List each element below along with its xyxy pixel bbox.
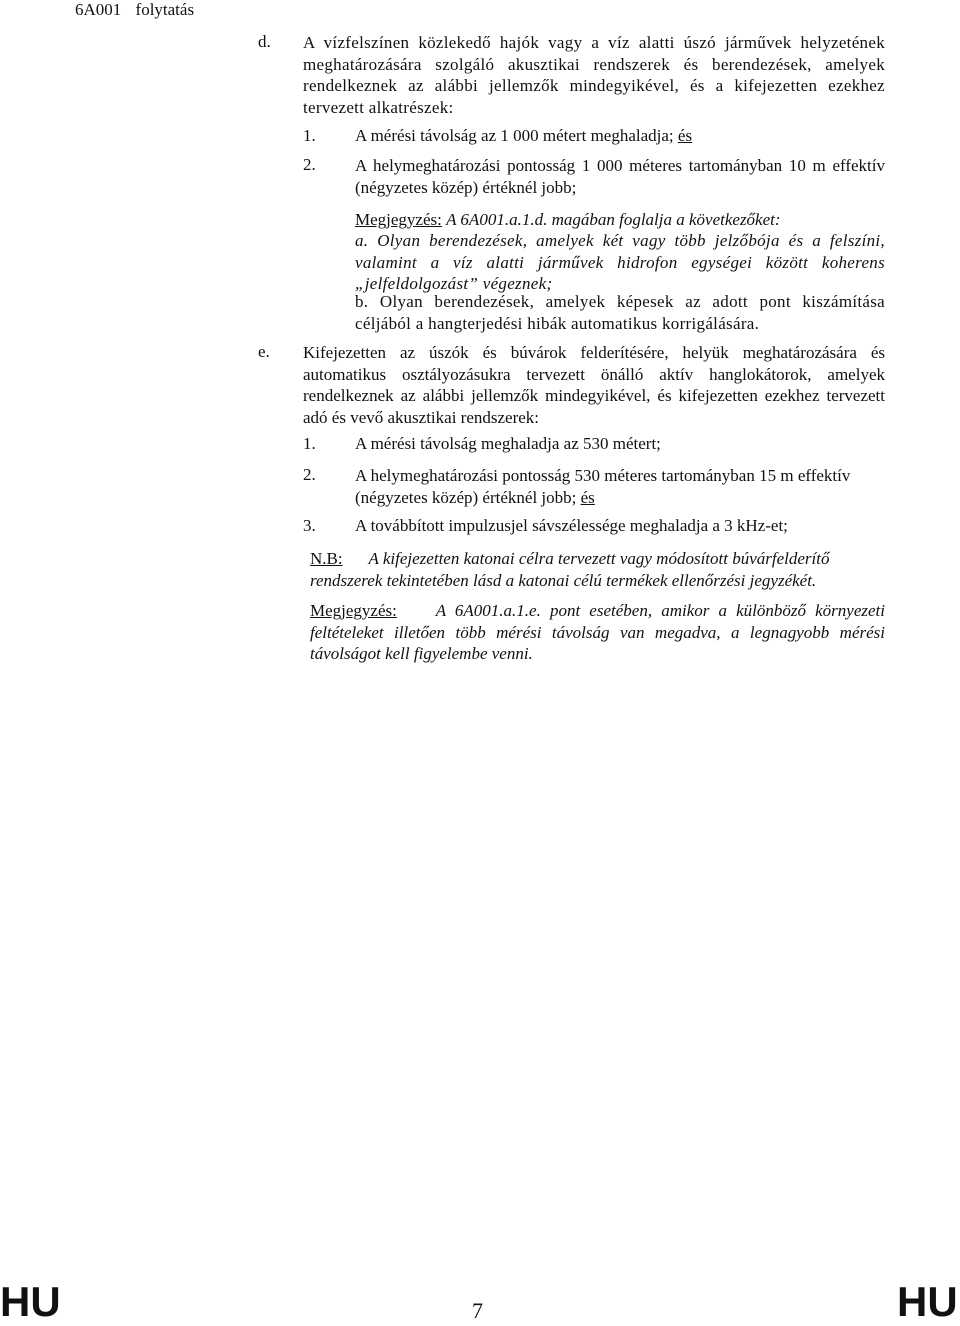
section-code: 6A001 (75, 0, 122, 19)
section-d-marker: d. (258, 32, 271, 51)
section-d-item-2: A helymeghatározási pontosság 1 000 méteres tartományban 10 m effektív (négyzetes közép) értéknél jobb; (355, 156, 885, 197)
section-e-item-1: A mérési távolság meghaladja az 530 métert; (355, 434, 661, 453)
section-d-note-b: b. Olyan berendezések, amelyek képesek az adott pont kiszámítása céljából a hangterjedési hibák automatikus korrigálására. (355, 292, 885, 333)
item-conjunction: és (580, 487, 595, 507)
continuation-label: folytatás (135, 0, 195, 19)
footer-language-right: HU (897, 1278, 958, 1325)
section-e-item-2 (355, 465, 885, 508)
item-conjunction: és (677, 126, 693, 145)
note-text: A 6A001.a.1.d. magában foglalja a következőket: (446, 210, 781, 229)
nb-label: N.B: (310, 549, 343, 568)
section-d-item-2-num: 2. (303, 155, 316, 174)
section-e-intro: Kifejezetten az úszók és búvárok felderítésére, helyük meghatározására és automatikus osztályozásukra tervezett önálló aktív hanglokátorok, amelyek rendelkeznek az alábbi jellemzők mindegyikével, és kifejezetten ezekhez tervezett adó és vevő akusztikai rendszerek: (303, 343, 885, 427)
section-e-note (310, 600, 885, 665)
section-e-item-3-num: 3. (303, 516, 316, 535)
section-e-nb (310, 548, 885, 591)
note-text: A 6A001.a.1.e. pont esetében, amikor a különböző környezeti feltételeket illetően több mérési távolság van megadva, a legnagyobb mérési távolságot kell figyelembe venni. (310, 601, 885, 663)
section-d-note (355, 209, 885, 231)
page-header (75, 0, 204, 20)
item-text: A mérési távolság az 1 000 métert meghaladja; (355, 126, 674, 145)
section-e-marker: e. (258, 342, 270, 361)
section-d-intro: A vízfelszínen közlekedő hajók vagy a víz alatti úszó járművek helyzetének meghatározására szolgáló akusztikai rendszerek és berendezések, amelyek rendelkeznek az alábbi jellemzők mindegyikével, és a kifejezetten ezekhez tervezett alkatrészek: (303, 33, 885, 117)
footer-language-left: HU (0, 1278, 61, 1325)
section-e-item-1-num: 1. (303, 434, 316, 453)
nb-text: A kifejezetten katonai célra tervezett vagy módosított búvárfelderítő rendszerek tekintetében lásd a katonai célú termékek ellenőrzési jegyzékét. (310, 549, 830, 590)
section-d-item-1-num: 1. (303, 126, 316, 145)
section-e-item-2-num: 2. (303, 465, 316, 484)
section-d-note-a: a. Olyan berendezések, amelyek két vagy több jelzőbója és a felszíni, valamint a víz alatti járművek hidrofon egységei között koherens „jelfeldolgozást” végeznek; (355, 231, 885, 293)
item-text: A helymeghatározási pontosság 530 méteres tartományban 15 m effektív (négyzetes közép) értéknél jobb; (355, 466, 851, 507)
note-label: Megjegyzés: (355, 210, 442, 229)
page-number: 7 (472, 1298, 483, 1323)
section-d-item-1 (355, 126, 885, 146)
note-label: Megjegyzés: (310, 601, 397, 620)
section-e-item-3: A továbbított impulzusjel sávszélessége meghaladja a 3 kHz-et; (355, 516, 788, 535)
